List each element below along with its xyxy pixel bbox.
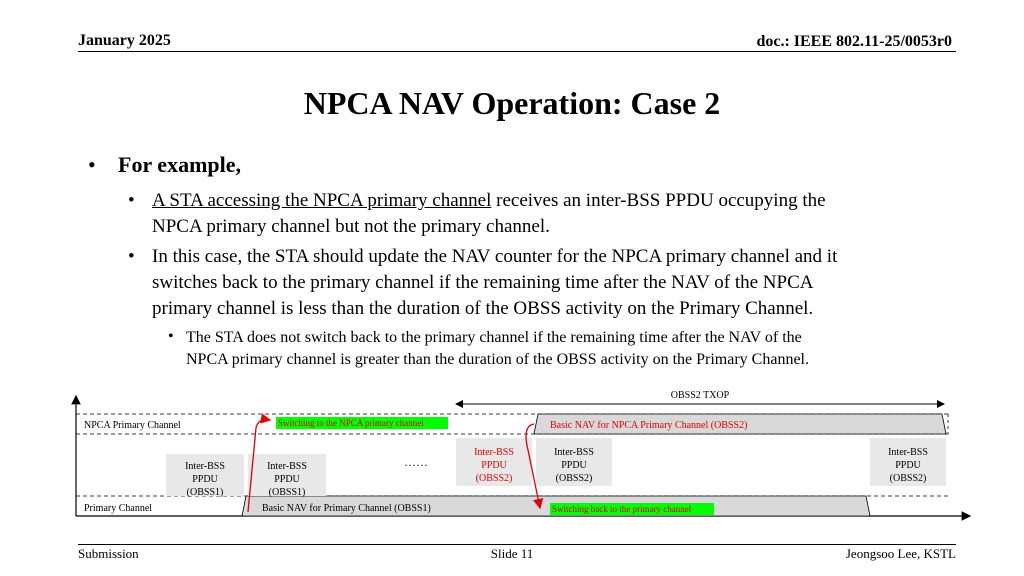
svg-text:(OBSS2): (OBSS2) — [889, 473, 927, 484]
bullet-dot-l1: • — [88, 152, 96, 177]
svg-text:Inter-BSS: Inter-BSS — [474, 447, 514, 458]
svg-text:(OBSS1): (OBSS1) — [268, 487, 306, 498]
svg-text:PPDU: PPDU — [274, 474, 300, 485]
bullet-l3-line2: NPCA primary channel is greater than the duration of the OBSS activity on the Primary Channel. — [186, 351, 809, 368]
svg-text:(OBSS1): (OBSS1) — [186, 487, 224, 498]
svg-text:PPDU: PPDU — [192, 474, 218, 485]
switch-to-npca-label: Switching to the NPCA primary channel — [278, 418, 424, 428]
bullet-l1: For example, — [118, 152, 242, 177]
footer-left: Submission — [78, 546, 139, 561]
ellipsis: …… — [404, 455, 428, 469]
svg-text:PPDU: PPDU — [895, 460, 921, 471]
txop-label: OBSS2 TXOP — [670, 390, 730, 401]
npca-channel-label: NPCA Primary Channel — [84, 420, 181, 431]
npca-nav-timeline-diagram — [0, 380, 1024, 530]
underlined-phrase: A STA accessing the NPCA primary channel — [152, 190, 492, 211]
primary-basic-nav-label: Basic NAV for Primary Channel (OBSS1) — [262, 503, 431, 514]
bullet-l2-2-line3: primary channel is less than the duration of the OBSS activity on the Primary Channel. — [152, 298, 814, 319]
bullet-dot-l3: • — [168, 328, 174, 345]
svg-text:PPDU: PPDU — [481, 460, 507, 471]
footer-slide-number: Slide 11 — [490, 546, 534, 561]
bullet-l2-2-line2: switches back to the primary channel if the remaining time after the NAV of the NPCA — [152, 272, 814, 293]
svg-text:Inter-BSS: Inter-BSS — [267, 461, 307, 472]
header-rule — [78, 51, 956, 52]
npca-basic-nav-label: Basic NAV for NPCA Primary Channel (OBSS2) — [550, 420, 748, 431]
bullet-dot-l2-2: • — [128, 246, 135, 267]
svg-text:Inter-BSS: Inter-BSS — [554, 447, 594, 458]
footer-rule — [78, 544, 956, 545]
primary-channel-label: Primary Channel — [84, 503, 153, 514]
svg-text:Inter-BSS: Inter-BSS — [888, 447, 928, 458]
bullet-l2-1-line2: NPCA primary channel but not the primary channel. — [152, 216, 550, 237]
switch-back-label: Switching back to the primary channel — [552, 504, 692, 514]
header-date: January 2025 — [78, 32, 171, 49]
bullet-l2-2-line1: In this case, the STA should update the NAV counter for the NPCA primary channel and it — [152, 246, 838, 267]
svg-text:(OBSS2): (OBSS2) — [475, 473, 513, 484]
header-doc-id: doc.: IEEE 802.11-25/0053r0 — [756, 33, 952, 50]
bullet-l3-line1: The STA does not switch back to the primary channel if the remaining time after the NAV of the — [186, 329, 802, 346]
bullet-dot-l2-1: • — [128, 190, 135, 211]
svg-text:(OBSS2): (OBSS2) — [555, 473, 593, 484]
svg-text:PPDU: PPDU — [561, 460, 587, 471]
svg-text:Inter-BSS: Inter-BSS — [185, 461, 225, 472]
bullet-l2-1-line1: A STA accessing the NPCA primary channel receives an inter-BSS PPDU occupying the — [152, 190, 826, 211]
footer-author: Jeongsoo Lee, KSTL — [845, 546, 956, 561]
slide-title: NPCA NAV Operation: Case 2 — [303, 85, 721, 121]
